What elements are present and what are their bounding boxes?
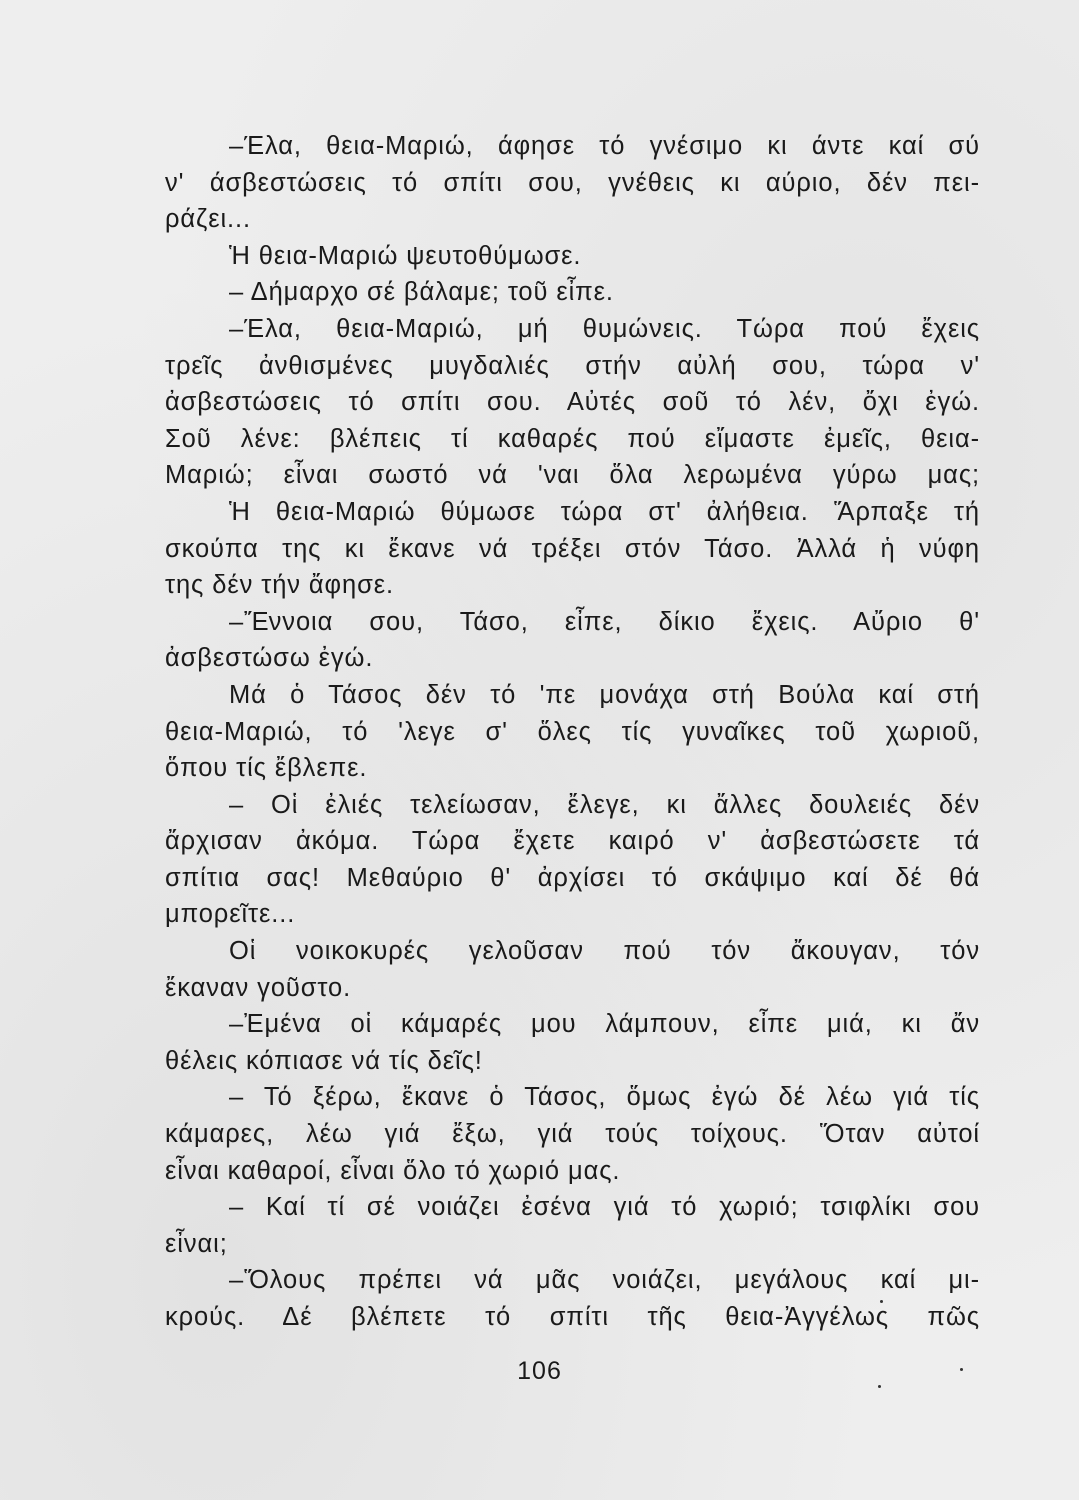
- text-line: Οἱ νοικοκυρές γελοῦσαν πού τόν ἄκουγαν, τόν: [229, 937, 980, 966]
- text-line: Μά ὁ Τάσος δέν τό 'πε μονάχα στή Βούλα καί στή: [229, 680, 980, 709]
- ink-speck: [878, 1385, 881, 1388]
- text-line: – Καί τί σέ νοιάζει ἐσένα γιά τό χωριό; τσιφλίκι σου: [229, 1193, 980, 1222]
- text-line: ἔκαναν γοῦστο.: [165, 973, 352, 1002]
- text-line: τρεῖς ἀνθισμένες μυγδαλιές στήν αὐλή σου, τώρα ν': [165, 351, 980, 380]
- text-line: ἀσβεστώσεις τό σπίτι σου. Αὐτές σοῦ τό λέν, ὄχι ἐγώ.: [165, 388, 980, 417]
- page-number: 106: [517, 1357, 562, 1385]
- text-line: κρούς. Δέ βλέπετε τό σπίτι τῆς θεια-Ἀγγέλως πῶς: [165, 1303, 980, 1331]
- text-line: –Έλα, θεια-Μαριώ, μή θυμώνεις. Τώρα πού ἔχεις: [229, 314, 980, 343]
- text-line: – Οἱ ἐλιές τελείωσαν, ἔλεγε, κι ἄλλες δουλειές δέν: [229, 790, 980, 819]
- ink-speck: [960, 1368, 963, 1371]
- text-line: ἄρχισαν ἀκόμα. Τώρα ἔχετε καιρό ν' ἀσβεστώσετε τά: [165, 827, 980, 856]
- text-line: θέλεις κόπιασε νά τίς δεῖς!: [165, 1046, 483, 1075]
- text-line: εἶναι;: [165, 1229, 228, 1258]
- text-line: Μαριώ; εἶναι σωστό νά 'ναι ὅλα λερωμένα γύρω μας;: [165, 461, 980, 490]
- text-line: Σοῦ λένε: βλέπεις τί καθαρές πού εἴμαστε ἐμεῖς, θεια-: [165, 424, 980, 453]
- ink-speck: [880, 1300, 883, 1303]
- text-line: –Ἔννοια σου, Τάσο, εἶπε, δίκιο ἔχεις. Αὔριο θ': [229, 607, 980, 636]
- text-line: –Ὅλους πρέπει νά μᾶς νοιάζει, μεγάλους καί μι-: [229, 1266, 980, 1295]
- text-line: σπίτια σας! Μεθαύριο θ' ἀρχίσει τό σκάψιμο καί δέ θά: [165, 863, 980, 892]
- text-line: –Ἐμένα οἱ κάμαρές μου λάμπουν, εἶπε μιά, κι ἄν: [229, 1010, 980, 1039]
- text-line: θεια-Μαριώ, τό 'λεγε σ' ὅλες τίς γυναῖκες τοῦ χωριοῦ,: [165, 717, 980, 746]
- text-line: – Δήμαρχο σέ βάλαμε; τοῦ εἶπε.: [229, 278, 614, 307]
- text-line: εἶναι καθαροί, εἶναι ὅλο τό χωριό μας.: [165, 1156, 621, 1185]
- text-line: –Έλα, θεια-Μαριώ, άφησε τό γνέσιμο κι άντε καί σύ: [229, 132, 980, 160]
- text-line: ν' άσβεστώσεις τό σπίτι σου, γνέθεις κι αύριο, δέν πει-: [165, 168, 980, 197]
- text-line: μπορεῖτε...: [165, 900, 296, 929]
- text-line: κάμαρες, λέω γιά ἔξω, γιά τούς τοίχους. Ὅταν αὐτοί: [165, 1120, 980, 1149]
- text-line: ὅπου τίς ἔβλεπε.: [165, 754, 368, 783]
- text-line: σκούπα της κι ἔκανε νά τρέξει στόν Τάσο. Ἀλλά ἡ νύφη: [165, 534, 980, 563]
- text-line: της δέν τήν ἄφησε.: [165, 571, 394, 600]
- text-line: – Τό ξέρω, ἔκανε ὁ Τάσος, ὅμως ἐγώ δέ λέω γιά τίς: [229, 1083, 980, 1112]
- text-line: Ἡ θεια-Μαριώ θύμωσε τώρα στ' ἀλήθεια. Ἅρπαξε τή: [229, 497, 980, 526]
- text-line: ράζει...: [165, 205, 251, 234]
- text-line: ἀσβεστώσω ἐγώ.: [165, 644, 374, 673]
- body-text: [165, 128, 980, 1336]
- text-line: Ἡ θεια-Μαριώ ψευτοθύμωσε.: [229, 241, 582, 270]
